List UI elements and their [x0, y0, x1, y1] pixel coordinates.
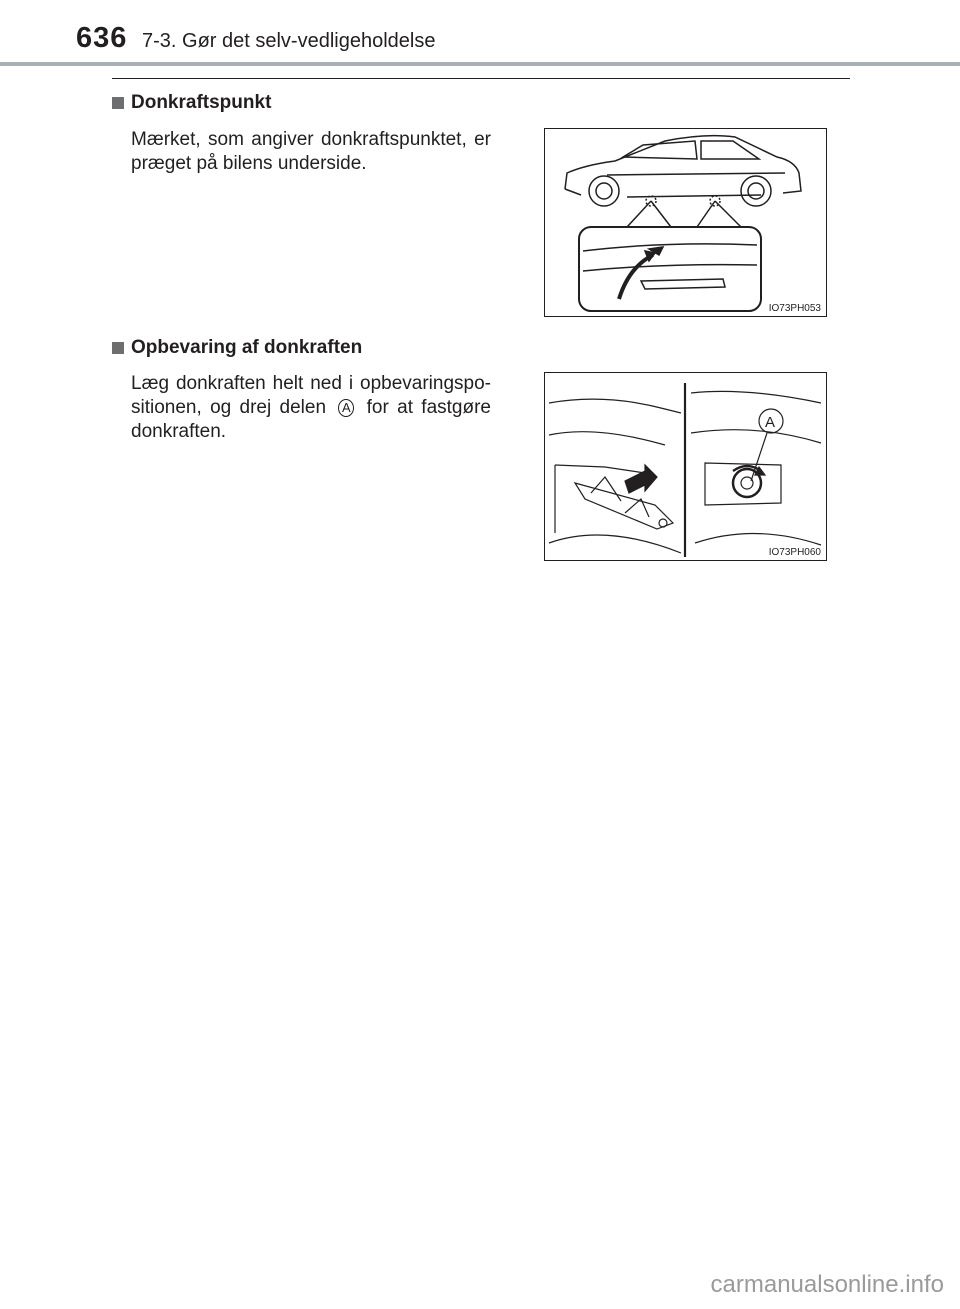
- figure-code: IO73PH060: [768, 547, 821, 558]
- car-jack-point-illustration: [545, 129, 826, 316]
- footer-watermark[interactable]: carmanualsonline.info: [710, 1271, 944, 1298]
- section-body-jack-point: Mærket, som angiver donkraftspunktet, er præget på bilens underside.: [131, 129, 491, 174]
- chapter-title: 7-3. Gør det selv-vedligeholdelse: [142, 30, 436, 52]
- jack-storage-illustration: [545, 373, 826, 560]
- header-rule: [0, 62, 960, 66]
- section-heading-jack-storage: [112, 337, 362, 359]
- page-number: 636: [76, 22, 128, 54]
- figure-jack-storage: [544, 372, 827, 561]
- heading-text: Opbevaring af donkraften: [131, 337, 363, 358]
- heading-text: Donkraftspunkt: [131, 92, 272, 113]
- figure-callout-letter: A: [765, 414, 776, 431]
- section-rule: [112, 78, 850, 79]
- square-bullet-icon: [112, 342, 124, 354]
- ref-letter-icon: A: [338, 399, 354, 417]
- section-heading-jack-point: [112, 92, 271, 114]
- section-body-jack-storage: [131, 372, 491, 444]
- figure-code: IO73PH053: [768, 303, 821, 314]
- body-text-part-1: Læg donkraften helt ned i opbevaringspo-sitionen, og drej delen: [131, 373, 491, 418]
- figure-jack-point: [544, 128, 827, 317]
- body-text-part-2: for at fastgøre donkraften.: [131, 397, 491, 442]
- square-bullet-icon: [112, 97, 124, 109]
